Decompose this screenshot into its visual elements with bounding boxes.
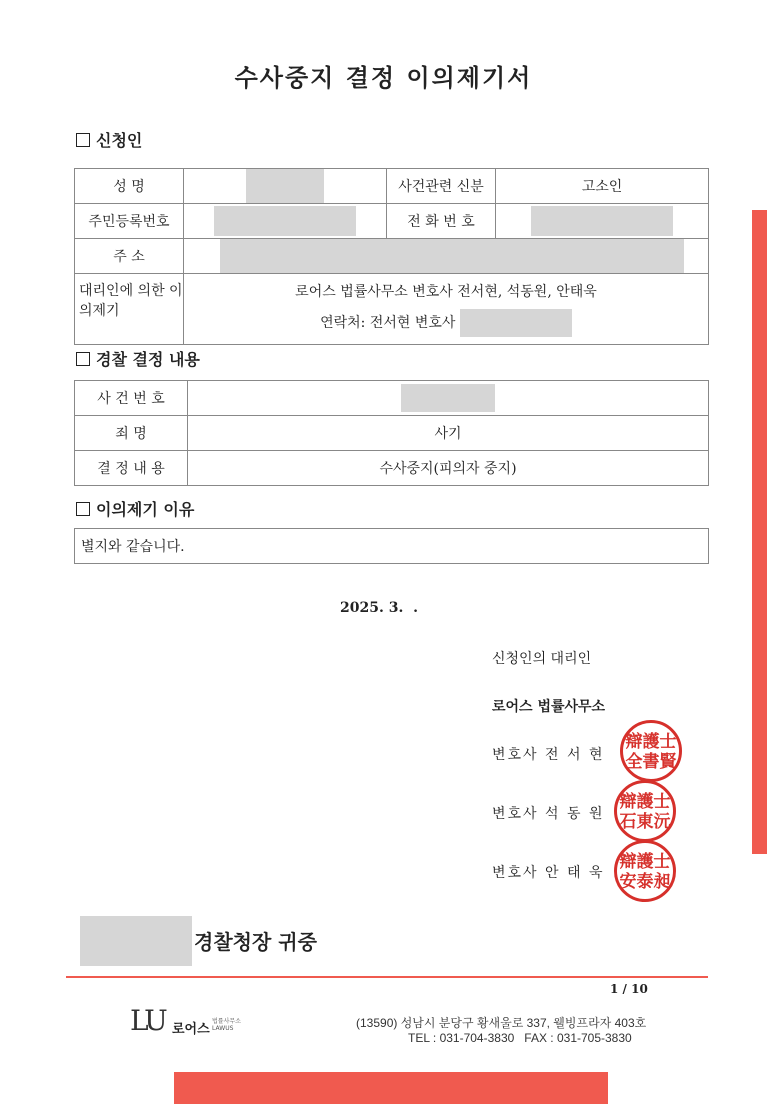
footer-contact: TEL : 031-704-3830 FAX : 031-705-3830 — [408, 1031, 632, 1045]
relation-value: 고소인 — [496, 169, 709, 204]
firm-logo-mark: LU — [130, 1004, 165, 1037]
applicant-agent-label: 신청인의 대리인 — [492, 651, 592, 667]
result-value: 수사중지(피의자 중지) — [188, 451, 709, 486]
reason-table — [74, 528, 709, 564]
lawyer-2: 변호사 석 동 원 — [492, 806, 605, 822]
footer-address: (13590) 성남시 분당구 황새울로 337, 웰빙프라자 403호 — [356, 1016, 647, 1030]
seal-stamp-3: 辯護士安泰昶 — [614, 840, 676, 902]
relation-label: 사건관련 신분 — [387, 169, 496, 204]
date: 2025. 3. . — [340, 600, 418, 616]
phone-label: 전 화 번 호 — [387, 204, 496, 239]
name-value — [184, 169, 387, 204]
rrn-value — [184, 204, 387, 239]
result-label: 결 정 내 용 — [75, 451, 188, 486]
reason-text: 별지와 같습니다. — [75, 529, 709, 564]
agent-value — [184, 274, 709, 345]
phone-value — [496, 204, 709, 239]
checkbox-icon — [76, 133, 90, 147]
accent-bar-right — [752, 210, 767, 854]
firm-logo-sub: 법률사무소 LAWUS — [212, 1018, 241, 1032]
addressee: 경찰청장 귀중 — [194, 930, 317, 954]
lawyer-1: 변호사 전 서 현 — [492, 747, 605, 763]
decision-table — [74, 380, 709, 486]
redacted-block — [460, 309, 572, 337]
seal-stamp-1: 辯護士全書賢 — [620, 720, 682, 782]
lawyer-3: 변호사 안 태 욱 — [492, 865, 605, 881]
redacted-block — [531, 206, 673, 236]
redacted-block — [214, 206, 356, 236]
applicant-table — [74, 168, 709, 345]
case-no-label: 사 건 번 호 — [75, 381, 188, 416]
address-label: 주 소 — [75, 239, 184, 274]
redacted-block — [80, 916, 192, 966]
accent-bar-bottom — [174, 1072, 608, 1104]
charge-label: 죄 명 — [75, 416, 188, 451]
redacted-block — [220, 239, 684, 273]
footer-divider — [66, 976, 708, 978]
agent-contact: 연락처: 전서현 변호사 — [184, 309, 708, 337]
address-value — [184, 239, 709, 274]
rrn-label: 주민등록번호 — [75, 204, 184, 239]
case-no-value — [188, 381, 709, 416]
agent-names: 로어스 법률사무소 변호사 전서현, 석동원, 안태욱 — [295, 284, 597, 300]
section-applicant-heading: 신청인 — [76, 128, 142, 151]
firm-name: 로어스 법률사무소 — [492, 699, 606, 715]
document-title: 수사중지 결정 이의제기서 — [234, 64, 533, 92]
checkbox-icon — [76, 502, 90, 516]
name-label: 성 명 — [75, 169, 184, 204]
checkbox-icon — [76, 352, 90, 366]
redacted-block — [401, 384, 495, 412]
section-decision-heading: 경찰 결정 내용 — [76, 347, 200, 370]
seal-stamp-2: 辯護士石東沅 — [614, 780, 676, 842]
agent-label: 대리인에 의한 이의제기 — [75, 274, 184, 345]
charge-value: 사기 — [188, 416, 709, 451]
page-number: 1 / 10 — [610, 982, 648, 996]
section-reason-heading: 이의제기 이유 — [76, 497, 194, 520]
redacted-block — [246, 169, 324, 203]
firm-logo-name: 로어스 — [172, 1022, 210, 1037]
